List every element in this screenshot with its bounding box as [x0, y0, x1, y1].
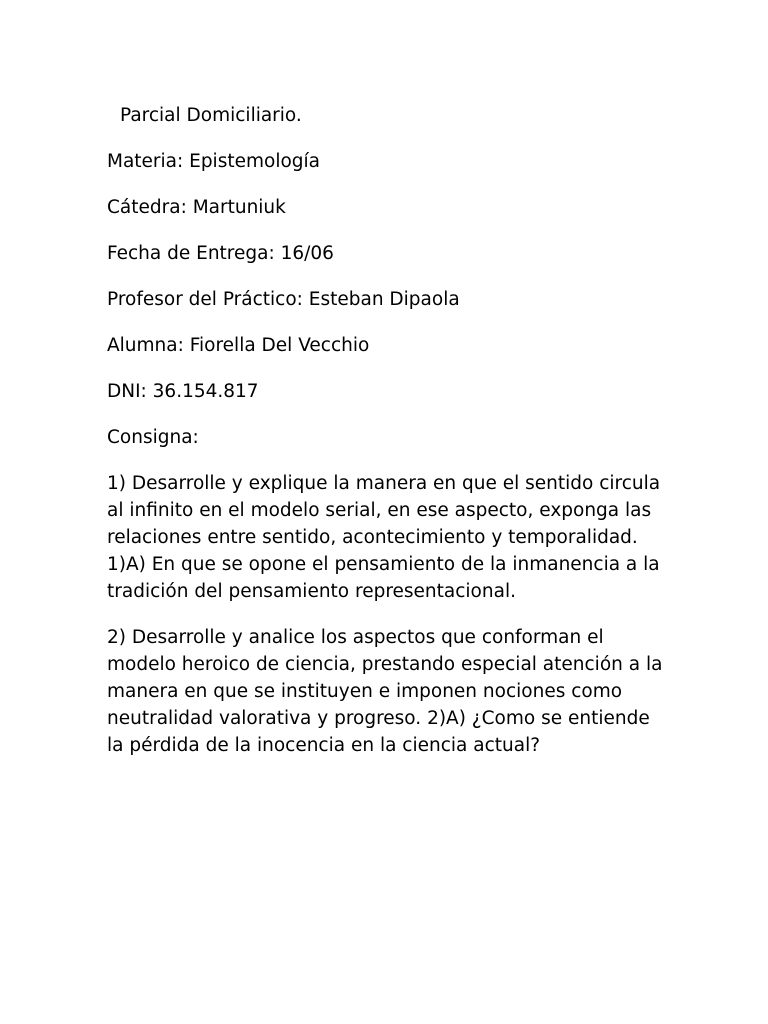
document-title: Parcial Domiciliario.: [120, 105, 302, 126]
dni-line: DNI: 36.154.817: [107, 381, 259, 402]
document-page: [107, 102, 667, 778]
professor-line: Profesor del Práctico: Esteban Dipaola: [107, 289, 460, 310]
question-1: 1) Desarrolle y explique la manera en que el sentido circula al infinito en el modelo serial, en ese aspecto, exponga las relaciones entre sentido, acontecimiento y temporalidad. 1)A) En que se opone el pensamiento de la inmanencia a la tradición del pensamiento representacional.: [107, 473, 667, 602]
assignment-label: Consigna:: [107, 427, 199, 448]
subject-line: Materia: Epistemología: [107, 151, 320, 172]
question-2: 2) Desarrolle y analice los aspectos que conforman el modelo heroico de ciencia, prestando especial atención a la manera en que se instituyen e imponen nociones como neutralidad valorativa y progreso. 2)A) ¿Como se entiende la pérdida de la inocencia en la ciencia actual?: [107, 627, 669, 756]
due-date-line: Fecha de Entrega: 16/06: [107, 243, 334, 264]
chair-line: Cátedra: Martuniuk: [107, 197, 286, 218]
student-line: Alumna: Fiorella Del Vecchio: [107, 335, 370, 356]
